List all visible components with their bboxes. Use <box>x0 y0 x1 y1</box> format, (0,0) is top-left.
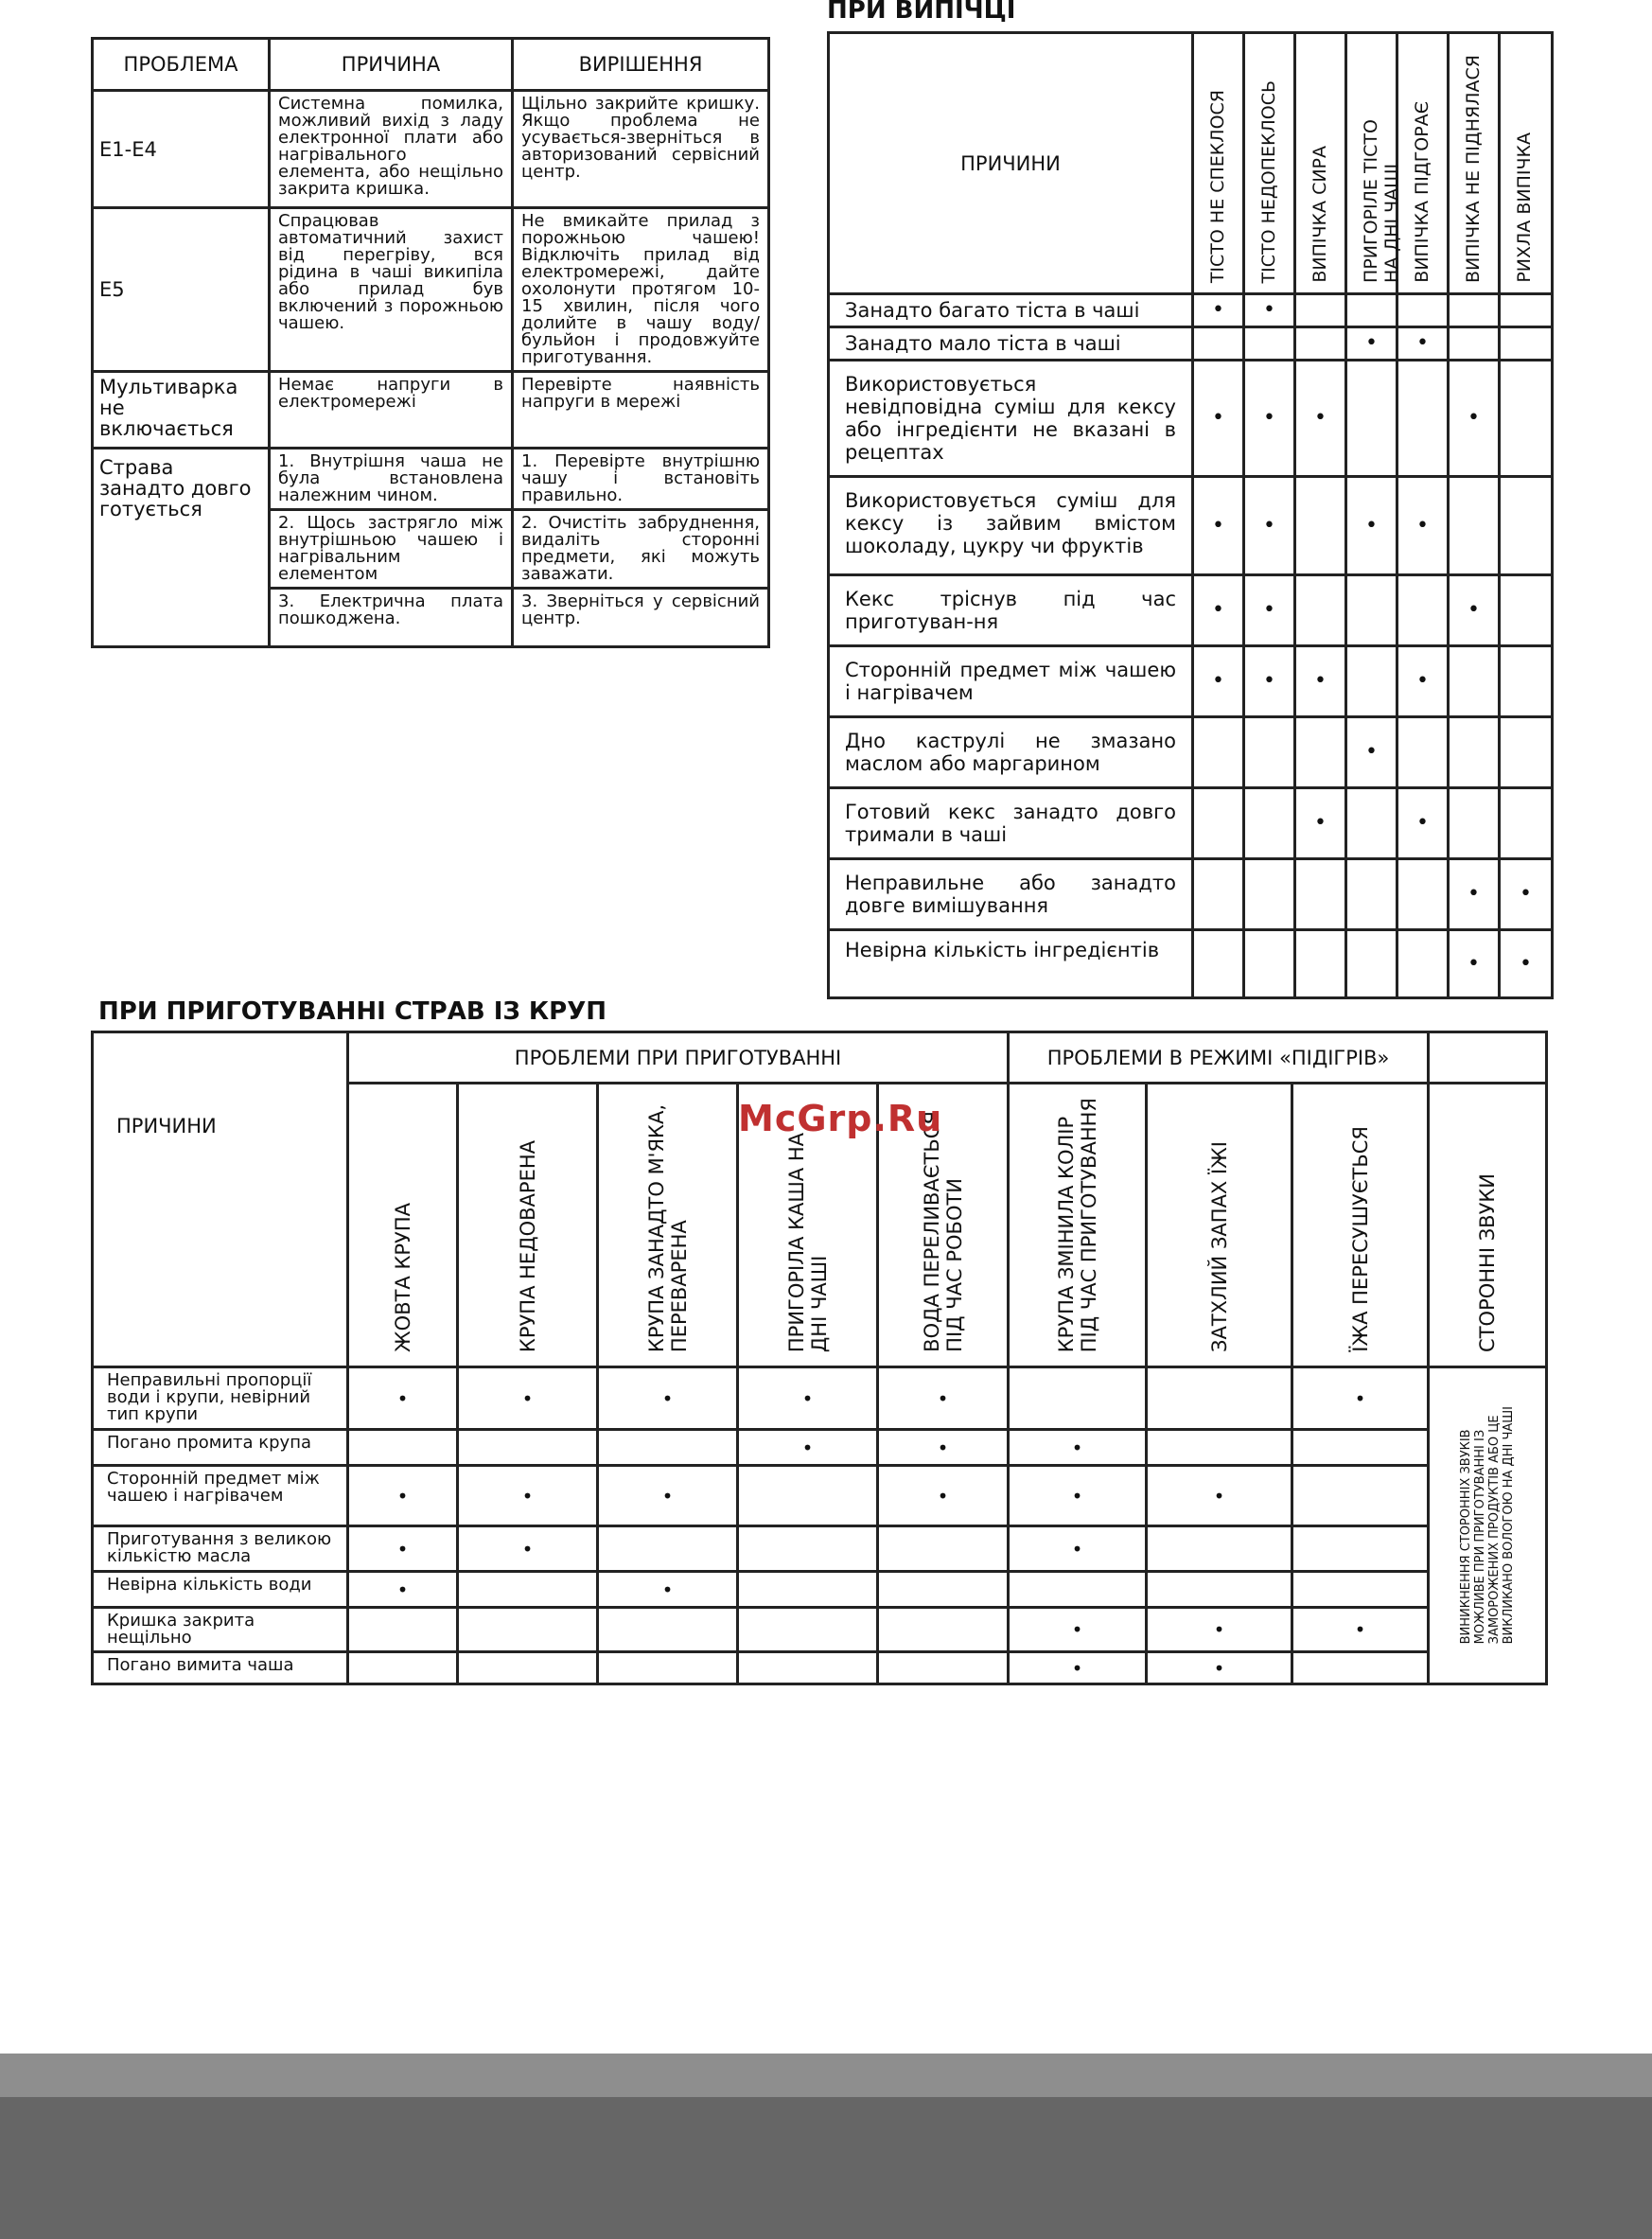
baking-empty-cell <box>1346 859 1397 930</box>
grains-empty-cell <box>878 1572 1009 1608</box>
baking-empty-cell <box>1295 327 1346 361</box>
problem-cell: Мультиварка не включається <box>93 372 270 449</box>
cause-cell: Системна помилка, можливий вихід з ладу електронної плати або нагрівального елемента, або нещільно закрита кришка. <box>270 91 513 208</box>
grains-column-label: ВОДА ПЕРЕЛИВАЄТЬСЯ ПІД ЧАС РОБОТИ <box>920 1111 966 1352</box>
grains-empty-cell <box>1292 1652 1429 1684</box>
baking-corner-header: ПРИЧИНИ <box>829 33 1193 294</box>
grains-group-heating: ПРОБЛЕМИ В РЕЖИМІ «ПІДІГРІВ» <box>1009 1032 1429 1084</box>
grains-column-label: КРУПА ЗМІНИЛА КОЛІР ПІД ЧАС ПРИГОТУВАННЯ <box>1054 1097 1100 1352</box>
baking-mark: • <box>1244 646 1295 717</box>
grains-empty-cell <box>458 1572 598 1608</box>
grains-empty-cell <box>1147 1367 1292 1430</box>
grains-mark: • <box>458 1466 598 1526</box>
baking-mark: • <box>1295 361 1346 477</box>
baking-empty-cell <box>1500 477 1553 575</box>
grains-empty-cell <box>1292 1466 1429 1526</box>
grains-empty-cell <box>1292 1526 1429 1572</box>
baking-mark: • <box>1346 477 1397 575</box>
baking-empty-cell <box>1449 477 1500 575</box>
grains-empty-cell <box>598 1526 738 1572</box>
grains-column-label: КРУПА НЕДОВАРЕНА <box>516 1139 539 1352</box>
grains-empty-cell <box>458 1430 598 1466</box>
grains-mark: • <box>348 1367 458 1430</box>
baking-mark: • <box>1346 327 1397 361</box>
grains-mark: • <box>1009 1652 1147 1684</box>
cause-cell: 2. Щось застрягло між внутрішньою чашею і нагрівальним елементом <box>270 510 513 589</box>
baking-column-header <box>1295 33 1346 294</box>
baking-column-header <box>1500 33 1553 294</box>
grains-empty-cell <box>458 1652 598 1684</box>
solution-cell: 3. Зверніться у сервісний центр. <box>513 589 769 647</box>
grains-column-label: ЇЖА ПЕРЕСУШУЄТЬСЯ <box>1348 1126 1372 1352</box>
baking-empty-cell <box>1500 361 1553 477</box>
grains-mark: • <box>598 1572 738 1608</box>
baking-cause: Неправильне або занадто довге вимішування <box>829 859 1193 930</box>
baking-mark: • <box>1193 477 1244 575</box>
grains-empty-cell <box>598 1430 738 1466</box>
grains-row <box>93 1608 1547 1652</box>
solution-cell: Не вмикайте прилад з порожньою чашею! Відключіть прилад від електромережі, дайте охолонути протягом 10-15 хвилин, після чого долийте в чашу воду/бульйон і продовжуйте приготування. <box>513 208 769 372</box>
baking-empty-cell <box>1397 717 1449 788</box>
grains-row <box>93 1652 1547 1684</box>
grains-empty-cell <box>598 1608 738 1652</box>
grains-mark: • <box>1009 1526 1147 1572</box>
baking-mark: • <box>1449 930 1500 998</box>
baking-mark: • <box>1244 575 1295 646</box>
baking-empty-cell <box>1346 930 1397 998</box>
grains-row <box>93 1572 1547 1608</box>
baking-empty-cell <box>1397 930 1449 998</box>
baking-column-label: ВИПІЧКА НЕ ПІДНЯЛАСЯ <box>1463 55 1484 283</box>
cause-cell: 3. Електрична плата пошкоджена. <box>270 589 513 647</box>
baking-empty-cell <box>1244 930 1295 998</box>
baking-cause: Невірна кількість інгредієнтів <box>829 930 1193 998</box>
grains-corner-header: ПРИЧИНИ <box>93 1084 348 1367</box>
footer-band-dark <box>0 2097 1652 2239</box>
problem-cell: E1-E4 <box>93 91 270 208</box>
grains-column-header <box>598 1084 738 1367</box>
baking-empty-cell <box>1193 788 1244 859</box>
baking-column-label: ТІСТО НЕДОПЕКЛОСЬ <box>1258 79 1279 283</box>
baking-mark: • <box>1449 361 1500 477</box>
baking-empty-cell <box>1500 327 1553 361</box>
grains-empty-cell <box>738 1608 878 1652</box>
grains-mark: • <box>1147 1652 1292 1684</box>
baking-mark: • <box>1397 788 1449 859</box>
cause-cell: Спрацював автоматичний захист від перегріву, вся рідина в чаші википіла або прилад був включений з порожньою чашею. <box>270 208 513 372</box>
baking-column-header <box>1449 33 1500 294</box>
header-problem: ПРОБЛЕМА <box>93 39 270 91</box>
grains-row <box>93 1466 1547 1526</box>
grains-cause: Приготування з великою кількістю масла <box>93 1526 348 1572</box>
grains-column-header <box>1147 1084 1292 1367</box>
grains-cause: Неправильні пропорції води і крупи, невірний тип крупи <box>93 1367 348 1430</box>
grains-empty-cell <box>878 1608 1009 1652</box>
baking-empty-cell <box>1295 294 1346 327</box>
baking-empty-cell <box>1346 294 1397 327</box>
baking-mark: • <box>1244 361 1295 477</box>
baking-cause: Дно каструлі не змазано маслом або маргарином <box>829 717 1193 788</box>
header-solution: ВИРІШЕННЯ <box>513 39 769 91</box>
baking-mark: • <box>1449 859 1500 930</box>
baking-cause: Занадто мало тіста в чаші <box>829 327 1193 361</box>
baking-column-label: ВИПІЧКА СИРА <box>1309 146 1330 283</box>
grains-empty-cell <box>1292 1572 1429 1608</box>
baking-cause: Готовий кекс занадто довго тримали в чаші <box>829 788 1193 859</box>
baking-empty-cell <box>1346 361 1397 477</box>
grains-empty-cell <box>1147 1572 1292 1608</box>
baking-mark: • <box>1500 930 1553 998</box>
footer-band-light <box>0 2054 1652 2097</box>
grains-group-cooking: ПРОБЛЕМИ ПРИ ПРИГОТУВАННІ <box>348 1032 1009 1084</box>
baking-empty-cell <box>1449 788 1500 859</box>
grains-row <box>93 1367 1547 1430</box>
baking-empty-cell <box>1500 717 1553 788</box>
baking-row <box>829 646 1553 717</box>
baking-mark: • <box>1193 294 1244 327</box>
baking-row <box>829 327 1553 361</box>
baking-empty-cell <box>1193 859 1244 930</box>
grains-empty-cell <box>878 1526 1009 1572</box>
baking-mark: • <box>1346 717 1397 788</box>
baking-empty-cell <box>1397 294 1449 327</box>
grains-empty-cell <box>458 1608 598 1652</box>
baking-empty-cell <box>1346 646 1397 717</box>
grains-cause: Погано вимита чаша <box>93 1652 348 1684</box>
grains-mark: • <box>598 1466 738 1526</box>
baking-column-header <box>1397 33 1449 294</box>
baking-mark: • <box>1449 575 1500 646</box>
baking-column-header <box>1244 33 1295 294</box>
baking-mark: • <box>1397 327 1449 361</box>
cause-cell: Немає напруги в електромережі <box>270 372 513 449</box>
baking-column-label: ТІСТО НЕ СПЕКЛОСЯ <box>1207 89 1228 283</box>
baking-row <box>829 717 1553 788</box>
grains-mark: • <box>348 1466 458 1526</box>
baking-empty-cell <box>1295 575 1346 646</box>
baking-empty-cell <box>1295 930 1346 998</box>
baking-empty-cell <box>1244 717 1295 788</box>
baking-mark: • <box>1193 361 1244 477</box>
grains-noise-note <box>1429 1367 1547 1684</box>
grains-corner-top <box>93 1032 348 1084</box>
baking-cause: Сторонній предмет між чашею і нагрівачем <box>829 646 1193 717</box>
baking-cause: Використовується суміш для кексу із зайвим вмістом шоколаду, цукру чи фруктів <box>829 477 1193 575</box>
baking-empty-cell <box>1295 859 1346 930</box>
grains-title: ПРИ ПРИГОТУВАННІ СТРАВ ІЗ КРУП <box>98 997 607 1026</box>
baking-mark: • <box>1500 859 1553 930</box>
baking-title: ПРИ ВИПІЧЦІ <box>827 0 1016 25</box>
baking-empty-cell <box>1397 361 1449 477</box>
problem-cell: Страва занадто довго готується <box>93 449 270 647</box>
baking-empty-cell <box>1244 788 1295 859</box>
baking-cause: Занадто багато тіста в чаші <box>829 294 1193 327</box>
baking-mark: • <box>1244 294 1295 327</box>
baking-mark: • <box>1295 788 1346 859</box>
grains-group-blank <box>1429 1032 1547 1084</box>
grains-column-header <box>1292 1084 1429 1367</box>
solution-cell: 2. Очистіть забруднення, видаліть сторонні предмети, які можуть заважати. <box>513 510 769 589</box>
grains-column-header <box>348 1084 458 1367</box>
baking-row <box>829 859 1553 930</box>
baking-empty-cell <box>1397 575 1449 646</box>
grains-mark: • <box>598 1367 738 1430</box>
baking-column-label: ВИПІЧКА ПІДГОРАЄ <box>1412 101 1432 283</box>
baking-table <box>827 31 1554 999</box>
grains-mark: • <box>1009 1466 1147 1526</box>
baking-row <box>829 930 1553 998</box>
grains-column-label: ПРИГОРІЛА КАША НА ДНІ ЧАШІ <box>784 1132 831 1352</box>
solution-cell: Щільно закрийте кришку. Якщо проблема не усувається-зверніться в авторизований сервісний центр. <box>513 91 769 208</box>
baking-empty-cell <box>1295 477 1346 575</box>
baking-empty-cell <box>1193 717 1244 788</box>
baking-empty-cell <box>1500 294 1553 327</box>
grains-column-header <box>1429 1084 1547 1367</box>
baking-cause: Кекс тріснув під час приготуван-ня <box>829 575 1193 646</box>
baking-empty-cell <box>1500 646 1553 717</box>
grains-noise-note-text: ВИНИКНЕННЯ СТОРОННІХ ЗВУКІВ МОЖЛИВЕ ПРИ ПРИГОТУВАННІ ІЗ ЗАМОРОЖЕНИХ ПРОДУКТІВ АБО ЦЕ ВИКЛИКАНО ВОЛОГОЮ НА ДНІ ЧАШІ <box>1459 1406 1517 1645</box>
baking-row <box>829 575 1553 646</box>
grains-mark: • <box>458 1367 598 1430</box>
baking-mark: • <box>1244 477 1295 575</box>
baking-empty-cell <box>1449 327 1500 361</box>
grains-column-label: ЖОВТА КРУПА <box>391 1203 414 1352</box>
grains-empty-cell <box>348 1430 458 1466</box>
baking-empty-cell <box>1397 859 1449 930</box>
baking-column-header <box>1346 33 1402 294</box>
baking-mark: • <box>1295 646 1346 717</box>
header-cause: ПРИЧИНА <box>270 39 513 91</box>
grains-mark: • <box>738 1430 878 1466</box>
grains-column-label: КРУПА ЗАНАДТО М'ЯКА, ПЕРЕВАРЕНА <box>644 1103 691 1352</box>
baking-empty-cell <box>1500 788 1553 859</box>
grains-empty-cell <box>738 1572 878 1608</box>
baking-row <box>829 477 1553 575</box>
baking-row <box>829 788 1553 859</box>
grains-mark: • <box>1009 1608 1147 1652</box>
grains-cause: Невірна кількість води <box>93 1572 348 1608</box>
baking-empty-cell <box>1346 575 1397 646</box>
baking-empty-cell <box>1193 327 1244 361</box>
grains-row <box>93 1430 1547 1466</box>
grains-column-header <box>1009 1084 1147 1367</box>
baking-column-header <box>1193 33 1244 294</box>
baking-empty-cell <box>1449 294 1500 327</box>
grains-empty-cell <box>738 1466 878 1526</box>
grains-mark: • <box>348 1526 458 1572</box>
grains-empty-cell <box>1147 1526 1292 1572</box>
grains-column-header <box>458 1084 598 1367</box>
grains-mark: • <box>878 1430 1009 1466</box>
baking-empty-cell <box>1449 717 1500 788</box>
baking-cause: Використовується невідповідна суміш для кексу або інгредієнти не вказані в рецептах <box>829 361 1193 477</box>
grains-empty-cell <box>598 1652 738 1684</box>
grains-mark: • <box>1009 1430 1147 1466</box>
problem-cell: E5 <box>93 208 270 372</box>
grains-empty-cell <box>348 1652 458 1684</box>
solution-cell: 1. Перевірте внутрішню чашу і встановіть правильно. <box>513 449 769 510</box>
baking-empty-cell <box>1500 575 1553 646</box>
grains-mark: • <box>1292 1367 1429 1430</box>
grains-mark: • <box>1147 1466 1292 1526</box>
baking-mark: • <box>1193 575 1244 646</box>
baking-empty-cell <box>1244 327 1295 361</box>
grains-cause: Сторонній предмет між чашею і нагрівачем <box>93 1466 348 1526</box>
grains-column-label: СТОРОННІ ЗВУКИ <box>1476 1173 1500 1352</box>
grains-empty-cell <box>1147 1430 1292 1466</box>
grains-cause: Погано промита крупа <box>93 1430 348 1466</box>
grains-mark: • <box>1292 1608 1429 1652</box>
grains-empty-cell <box>738 1652 878 1684</box>
baking-row <box>829 294 1553 327</box>
baking-mark: • <box>1193 646 1244 717</box>
grains-mark: • <box>1147 1608 1292 1652</box>
grains-row <box>93 1526 1547 1572</box>
grains-mark: • <box>878 1367 1009 1430</box>
baking-column-label: ПРИГОРІЛЕ ТІСТО НА ДНІ ЧАШІ <box>1361 119 1402 283</box>
baking-empty-cell <box>1295 717 1346 788</box>
grains-mark: • <box>738 1367 878 1430</box>
grains-empty-cell <box>738 1526 878 1572</box>
grains-empty-cell <box>878 1652 1009 1684</box>
grains-empty-cell <box>1292 1430 1429 1466</box>
baking-row <box>829 361 1553 477</box>
baking-column-label: РИХЛА ВИПІЧКА <box>1514 132 1535 283</box>
grains-mark: • <box>348 1572 458 1608</box>
errors-table <box>91 37 770 648</box>
cause-cell: 1. Внутрішня чаша не була встановлена належним чином. <box>270 449 513 510</box>
grains-column-label: ЗАТХЛИЙ ЗАПАХ ЇЖІ <box>1207 1141 1231 1352</box>
solution-cell: Перевірте наявність напруги в мережі <box>513 372 769 449</box>
baking-empty-cell <box>1244 859 1295 930</box>
grains-mark: • <box>458 1526 598 1572</box>
baking-mark: • <box>1397 646 1449 717</box>
grains-empty-cell <box>348 1608 458 1652</box>
grains-mark: • <box>878 1466 1009 1526</box>
grains-empty-cell <box>1009 1572 1147 1608</box>
baking-mark: • <box>1397 477 1449 575</box>
baking-empty-cell <box>1193 930 1244 998</box>
baking-empty-cell <box>1346 788 1397 859</box>
grains-empty-cell <box>1009 1367 1147 1430</box>
grains-cause: Кришка закрита нещільно <box>93 1608 348 1652</box>
watermark: McGrp.Ru <box>738 1098 943 1139</box>
baking-empty-cell <box>1449 646 1500 717</box>
